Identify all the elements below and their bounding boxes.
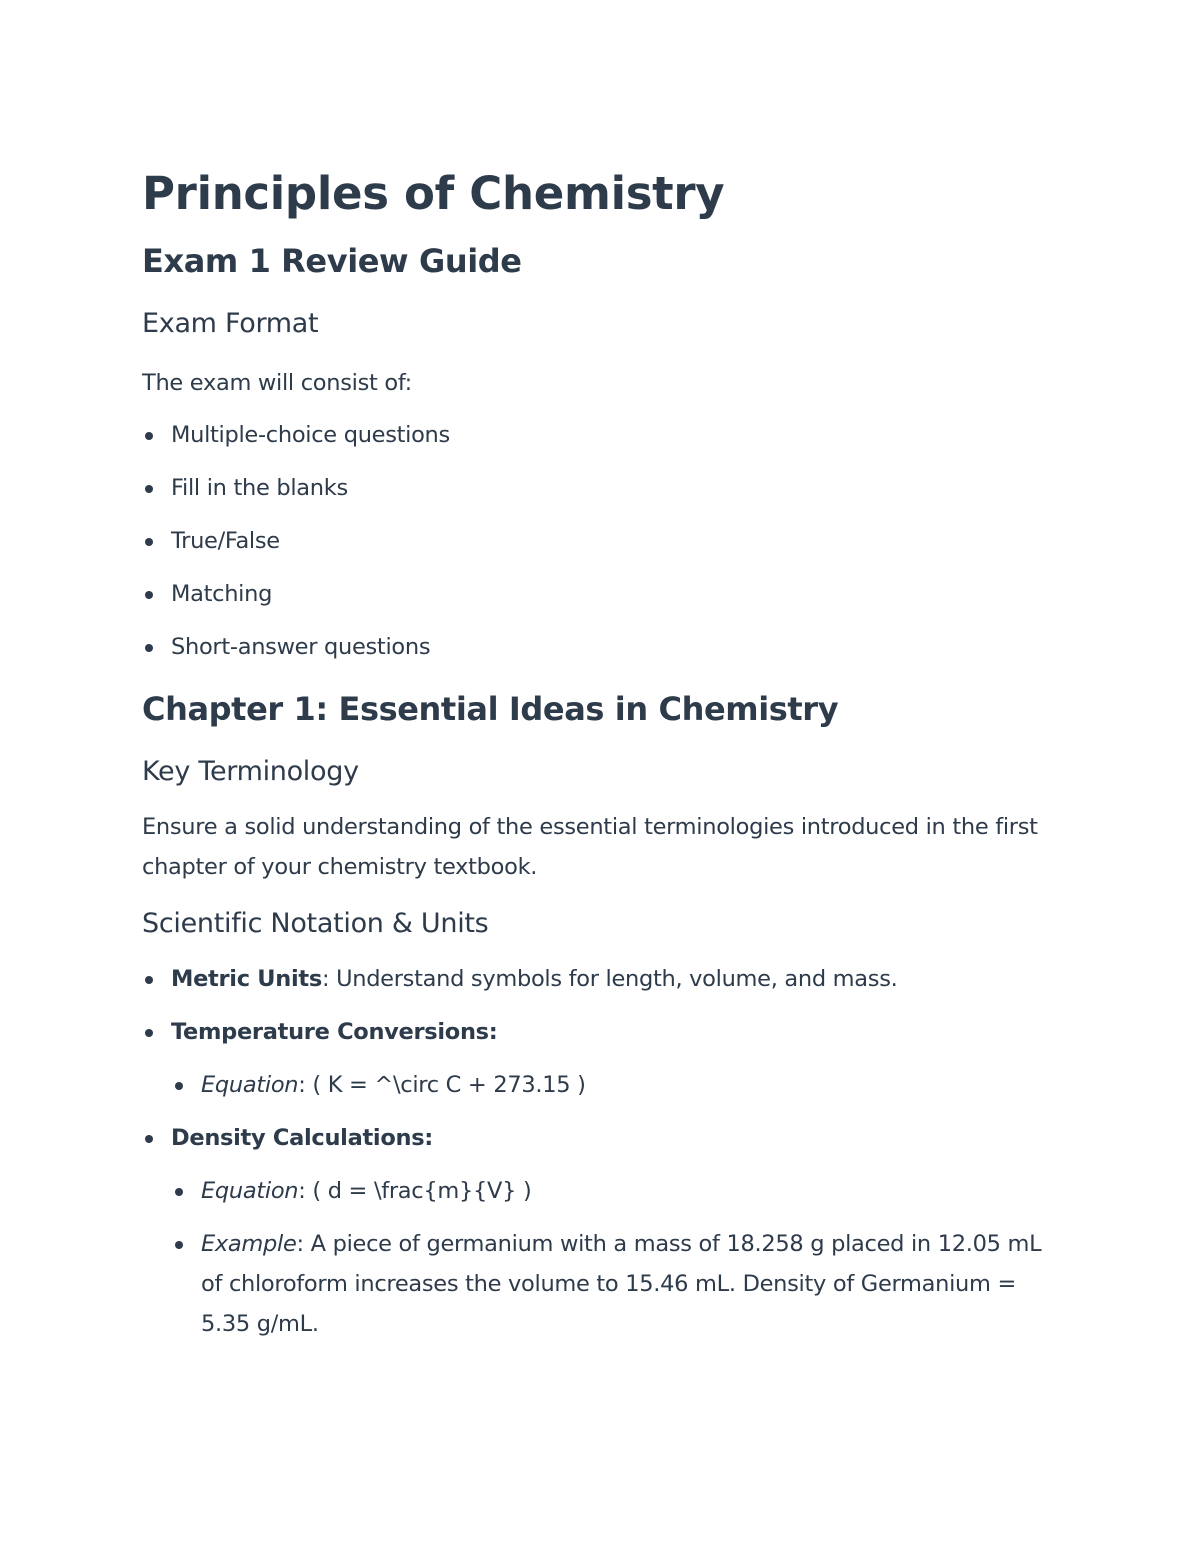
list-item: Multiple-choice questions	[142, 415, 1052, 455]
density-equation: : ( d = \frac{m}{V} )	[298, 1178, 532, 1204]
exam-format-list	[142, 415, 1052, 667]
list-item: Matching	[142, 574, 1052, 614]
key-terminology-heading: Key Terminology	[142, 756, 359, 787]
temperature-label: Temperature Conversions:	[171, 1019, 498, 1045]
document-page	[142, 163, 1052, 1344]
key-terminology-text: Ensure a solid understanding of the essential terminologies introduced in the first chapter of your chemistry textbook.	[142, 814, 1038, 880]
density-example-label: Example	[201, 1231, 297, 1257]
list-item-density-equation	[172, 1171, 1052, 1211]
exam-format-heading: Exam Format	[142, 308, 319, 339]
page-subtitle: Exam 1 Review Guide	[142, 242, 522, 280]
density-example: : A piece of germanium with a mass of 18.258 g placed in 12.05 mL of chloroform increases the volume to 15.46 mL. Density of Germanium = 5.35 g/mL.	[201, 1231, 1042, 1337]
scientific-notation-list	[142, 959, 1052, 1052]
list-item-temperature-equation	[172, 1065, 1052, 1105]
list-item: Fill in the blanks	[142, 468, 1052, 508]
list-item: True/False	[142, 521, 1052, 561]
list-item-density	[142, 1118, 1052, 1158]
page-title: Principles of Chemistry	[142, 167, 725, 220]
density-label: Density Calculations:	[171, 1125, 434, 1151]
temperature-equation: : ( K = ^\circ C + 273.15 )	[298, 1072, 586, 1098]
list-item-temperature	[142, 1012, 1052, 1052]
metric-units-label: Metric Units	[171, 966, 322, 992]
chapter1-heading: Chapter 1: Essential Ideas in Chemistry	[142, 690, 839, 728]
density-equation-label: Equation	[201, 1178, 299, 1204]
temperature-equation-label: Equation	[201, 1072, 299, 1098]
temperature-sublist	[142, 1065, 1052, 1105]
density-sublist	[142, 1171, 1052, 1344]
list-item: Short-answer questions	[142, 627, 1052, 667]
metric-units-text: : Understand symbols for length, volume, and mass.	[321, 966, 898, 992]
list-item-metric-units	[142, 959, 1052, 999]
density-list	[142, 1118, 1052, 1158]
exam-format-intro: The exam will consist of:	[142, 370, 412, 396]
scientific-notation-heading: Scientific Notation & Units	[142, 908, 489, 939]
list-item-density-example	[172, 1224, 1052, 1344]
